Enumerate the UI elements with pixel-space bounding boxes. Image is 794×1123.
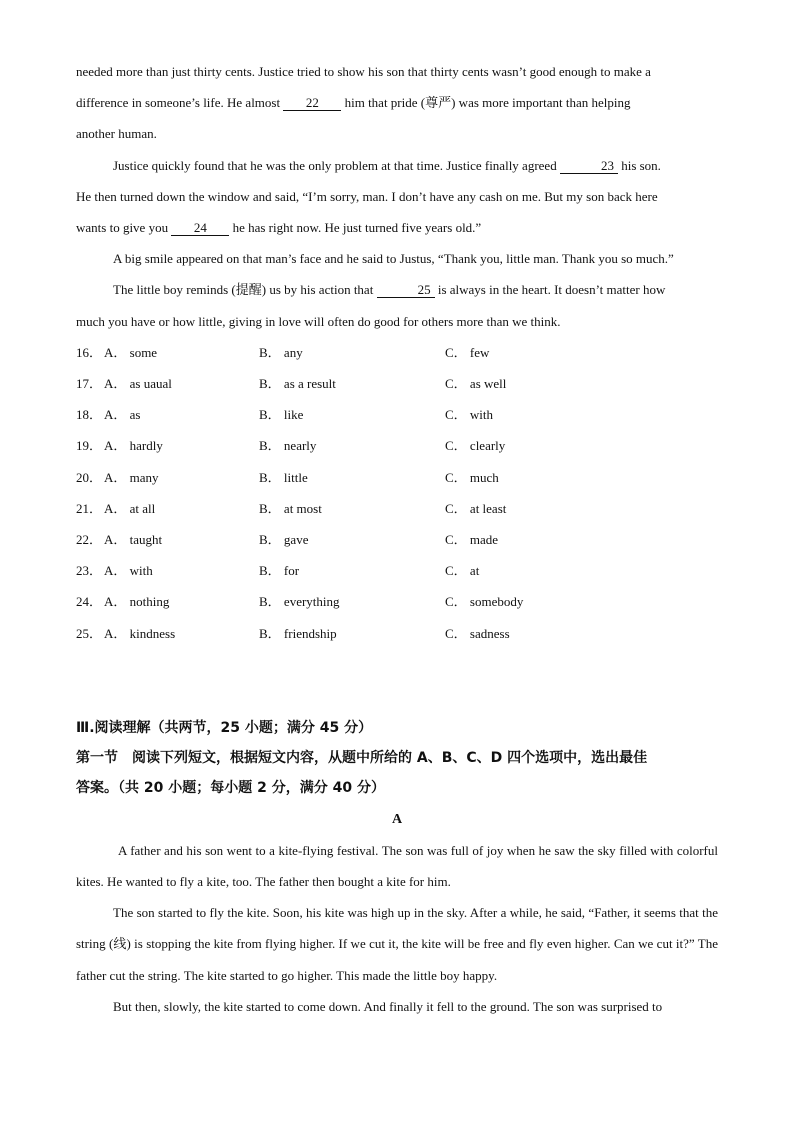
option-row: 23． A． with B． for C． at	[76, 563, 480, 579]
option-row: 16． A． some B． any C． few	[76, 344, 490, 360]
cloze-p2-line3: wants to give you 24 he has right now. He just turned five years old.”	[76, 220, 482, 236]
cloze-p2-line1: Justice quickly found that he was the only problem at that time. Justice finally agreed 23 his son.	[113, 157, 661, 173]
reading-instruction-line1: 第一节 阅读下列短文，根据短文内容，从题中所给的 A、B、C、D 四个选项中，选出最佳	[76, 749, 648, 766]
passage-label: A	[391, 811, 403, 827]
cloze-p1-line1: needed more than just thirty cents. Justice tried to show his son that thirty cents wasn’t good enough to make a	[76, 64, 651, 79]
option-row: 19． A． hardly B． nearly C． clearly	[76, 438, 506, 454]
cloze-p4-line1: The little boy reminds (提醒) us by his action that 25 is always in the heart. It doesn’t matter how	[113, 282, 666, 298]
blank-25: 25	[377, 283, 435, 298]
cloze-p3: A big smile appeared on that man’s face and he said to Justus, “Thank you, little man. Thank you so much.”	[113, 251, 674, 267]
options-list	[76, 337, 718, 649]
cloze-p4-line2: much you have or how little, giving in love will often do good for others more than we think.	[76, 313, 561, 329]
blank-23: 23	[560, 159, 618, 174]
option-row: 24． A． nothing B． everything C． somebody	[76, 594, 524, 610]
option-row: 17． A． as uaual B． as a result C． as well	[76, 376, 507, 392]
cloze-p1-line3: another human.	[76, 126, 157, 142]
option-row: 25． A． kindness B． friendship C． sadness	[76, 625, 510, 641]
option-row: 22． A． taught B． gave C． made	[76, 531, 499, 547]
document-page	[76, 56, 718, 1022]
blank-24: 24	[171, 221, 229, 236]
option-row: 18． A． as B． like C． with	[76, 407, 494, 423]
reading-section-title: Ⅲ.阅读理解（共两节，25 小题；满分 45 分）	[76, 719, 373, 736]
reading-p1: A father and his son went to a kite-flying festival. The son was full of joy when he saw the sky filled with colorful kites. He wanted to fly a kite, too. The father then bought a kite for him.	[76, 842, 718, 889]
blank-22: 22	[283, 96, 341, 111]
option-row: 21． A． at all B． at most C． at least	[76, 500, 507, 516]
reading-p3: But then, slowly, the kite started to come down. And finally it fell to the ground. The son was surprised to	[113, 998, 663, 1014]
reading-p2: The son started to fly the kite. Soon, his kite was high up in the sky. After a while, he said, “Father, it seems that the string (线) is stopping the kite from flying higher. If we cut it, the kite will be free and fly even higher. Can we cut it?” The father cut the string. The kite started to go higher. This made the little boy happy.	[76, 905, 718, 983]
cloze-p2-line2: He then turned down the window and said, “I’m sorry, man. I don’t have any cash on me. But my son back here	[76, 188, 658, 204]
option-row: 20． A． many B． little C． much	[76, 469, 499, 485]
reading-instruction-line2: 答案。（共 20 小题；每小题 2 分，满分 40 分）	[76, 779, 385, 796]
cloze-p1-line2: difference in someone’s life. He almost 22 him that pride (尊严) was more important than helping	[76, 95, 631, 111]
